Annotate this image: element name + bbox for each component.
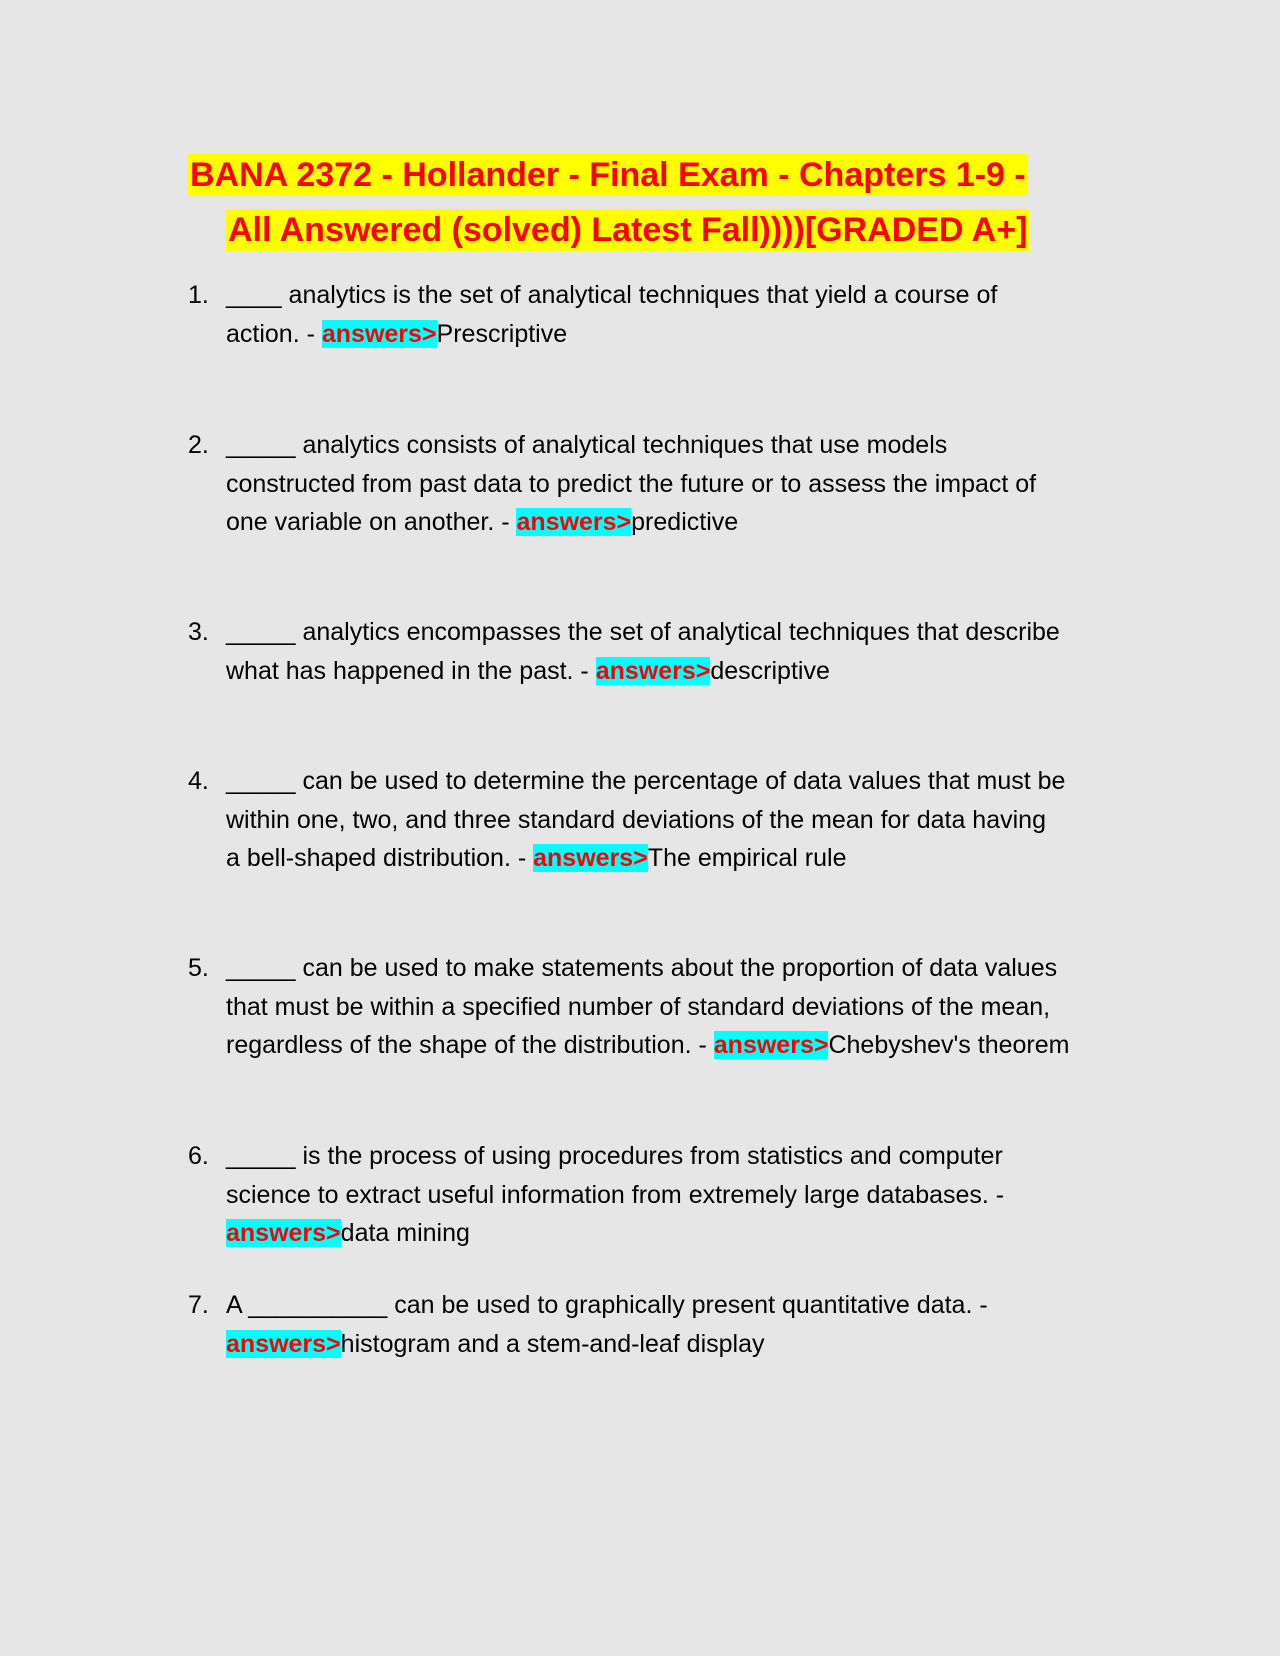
question-text-line: a bell-shaped distribution. - answers>The empirical rule — [226, 844, 847, 872]
question-text-line: A __________ can be used to graphically present quantitative data. - — [226, 1291, 988, 1319]
answer-label: answers> — [321, 319, 437, 348]
question-text-line: one variable on another. - answers>predictive — [226, 508, 739, 536]
question-text-line: what has happened in the past. - answers>descriptive — [226, 656, 830, 685]
answer-label: answers> — [226, 1219, 341, 1247]
question-item-4 — [188, 762, 1065, 878]
question-text-line: action. - answers>Prescriptive — [226, 319, 568, 348]
answer-label: answers> — [713, 1031, 829, 1059]
question-item-7 — [188, 1286, 988, 1363]
answer-text: The empirical rule — [647, 844, 847, 872]
question-text-line: _____ analytics encompasses the set of analytical techniques that describe — [226, 618, 1060, 646]
answer-label: answers> — [226, 1329, 341, 1358]
question-text-line: ____ analytics is the set of analytical techniques that yield a course of — [226, 281, 998, 309]
question-item-5 — [188, 949, 1069, 1065]
answer-text: predictive — [631, 508, 739, 536]
answer-text: Chebyshev's theorem — [828, 1031, 1070, 1059]
answer-text: histogram and a stem-and-leaf display — [340, 1329, 765, 1358]
question-text-line: _____ is the process of using procedures from statistics and computer — [226, 1142, 1003, 1170]
answer-label: answers> — [516, 508, 632, 536]
answer-label: answers> — [533, 844, 648, 872]
question-number: 5. — [188, 954, 209, 982]
answer-text: Prescriptive — [436, 319, 568, 348]
question-number: 3. — [188, 618, 209, 646]
question-number: 4. — [188, 767, 209, 795]
question-text-line: _____ can be used to determine the percentage of data values that must be — [226, 767, 1066, 795]
title-line-1: BANA 2372 - Hollander - Final Exam - Chapters 1-9 - — [190, 156, 1026, 194]
answer-text: data mining — [340, 1219, 470, 1247]
question-text-line: science to extract useful information from extremely large databases. - — [226, 1180, 1005, 1209]
question-number: 6. — [188, 1142, 209, 1170]
question-text-line — [226, 1325, 988, 1364]
question-text-line: constructed from past data to predict the future or to assess the impact of — [226, 469, 1037, 498]
answer-label: answers> — [595, 656, 711, 685]
title-line-2: All Answered (solved) Latest Fall))))[GRADED A+] — [228, 211, 1028, 249]
question-text-line: _____ analytics consists of analytical techniques that use models — [226, 431, 948, 459]
question-text-line: _____ can be used to make statements about the proportion of data values — [226, 954, 1058, 982]
question-text-line: within one, two, and three standard deviations of the mean for data having — [226, 805, 1046, 834]
question-number: 7. — [188, 1291, 209, 1319]
question-item-3 — [188, 613, 1060, 690]
document-title — [188, 148, 1088, 258]
question-item-1 — [188, 276, 997, 353]
question-number: 2. — [188, 431, 209, 459]
question-text-line: that must be within a specified number of standard deviations of the mean, — [226, 992, 1051, 1021]
question-item-2 — [188, 426, 1036, 542]
question-number: 1. — [188, 281, 209, 309]
answer-text: descriptive — [710, 656, 830, 685]
question-text-line — [226, 1214, 1004, 1253]
question-item-6 — [188, 1137, 1004, 1253]
question-text-line: regardless of the shape of the distribution. - answers>Chebyshev's theorem — [226, 1031, 1070, 1059]
